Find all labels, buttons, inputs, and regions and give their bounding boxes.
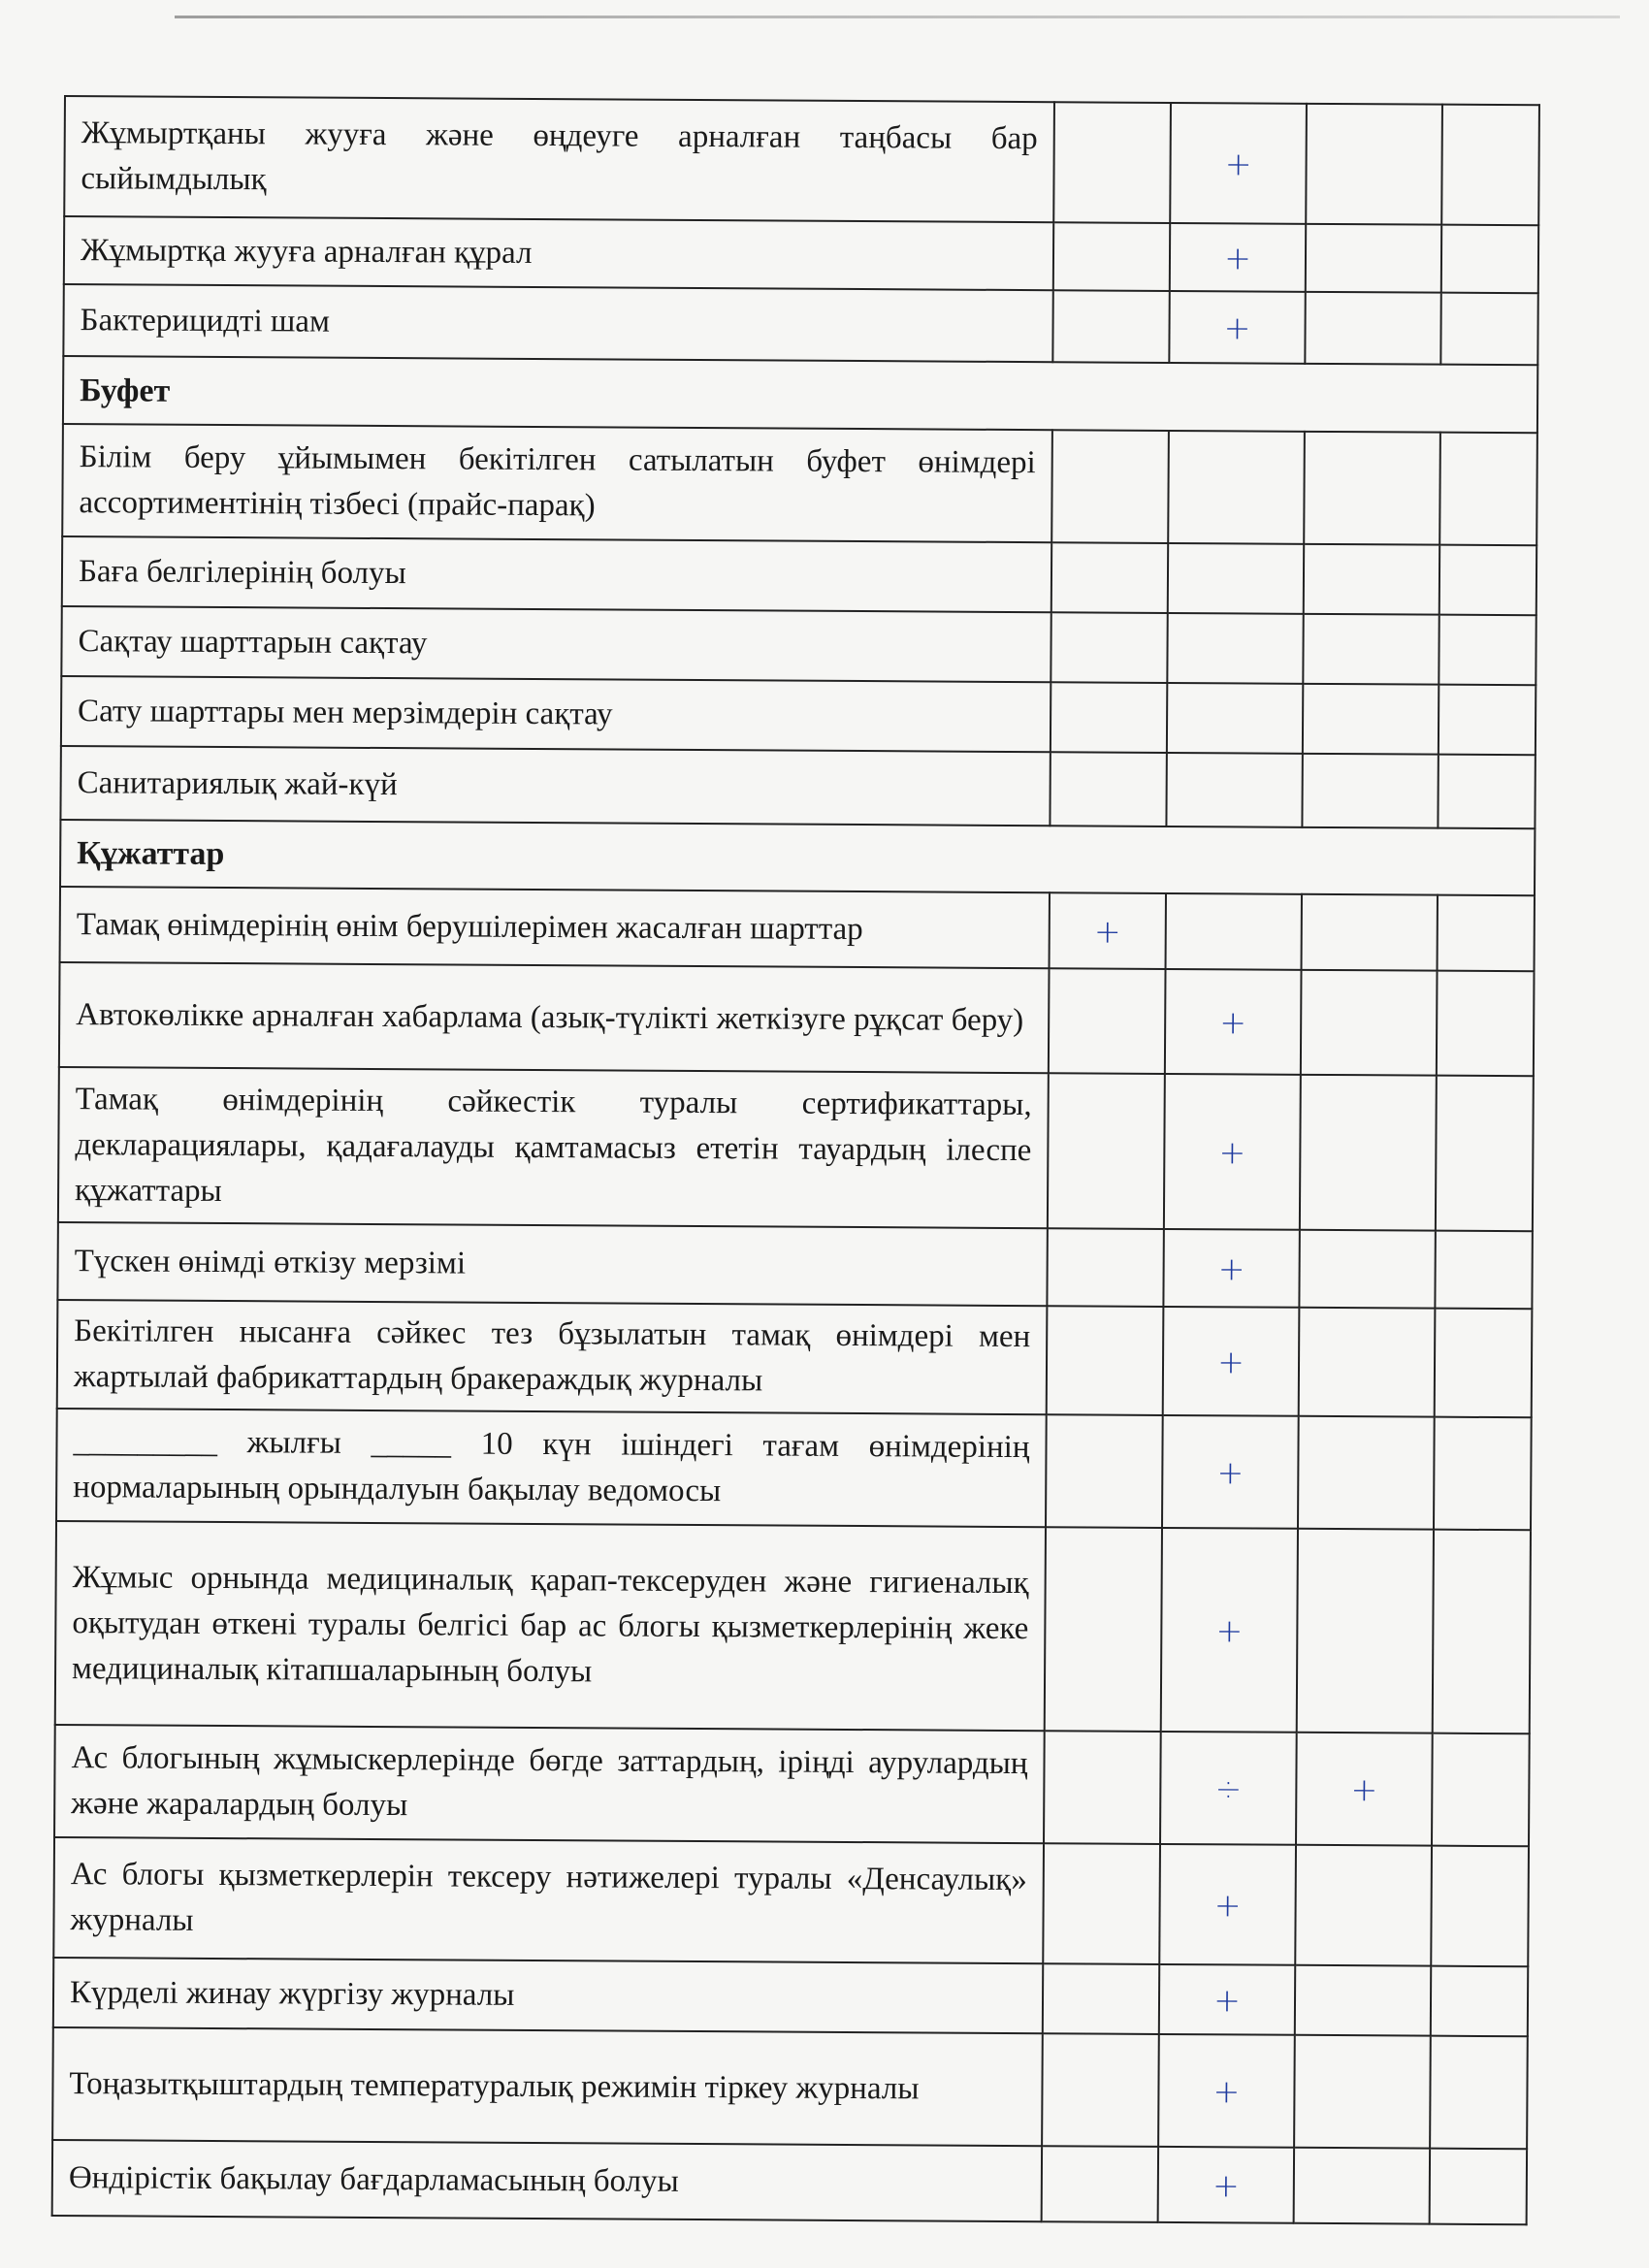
requirement-text: Түскен өнімді өткізу мерзімі: [57, 1222, 1047, 1306]
section-title: Құжаттар: [60, 820, 1535, 895]
check-mark-cell-4: [1437, 971, 1535, 1077]
checklist-row: [60, 887, 1535, 971]
scan-edge: [175, 16, 1620, 18]
check-mark-cell-3: [1302, 754, 1438, 828]
check-mark-cell-4: [1431, 1966, 1528, 2037]
requirement-text: Санитариялық жай-күй: [60, 746, 1050, 826]
requirement-text: Автокөлікке арналған хабарлама (азық-түлікті жеткізуге рұқсат беру): [59, 962, 1050, 1073]
requirement-text: _________ жылғы _____ 10 күн ішіндегі тағам өнімдерінің нормаларының орындалуын бақылау ведомосы: [56, 1409, 1047, 1527]
check-mark-cell-2: +: [1170, 223, 1306, 292]
check-mark-cell-3: [1303, 614, 1439, 685]
requirement-text: Бекітілген нысанға сәйкес тез бұзылатын тамақ өнімдері мен жартылай фабрикаттардың бракераждық журналы: [57, 1300, 1048, 1414]
check-mark-cell-4: [1432, 1733, 1530, 1847]
check-mark-cell-3: [1298, 1416, 1435, 1530]
requirement-text: Тамақ өнімдерінің өнім берушілерімен жасалған шарттар: [60, 887, 1050, 968]
checklist-row: [61, 676, 1536, 755]
checklist-sheet: [51, 95, 1538, 2225]
check-mark-cell-3: [1295, 1845, 1432, 1966]
check-mark-cell-2: +: [1163, 1307, 1300, 1416]
check-mark-cell-4: [1435, 1309, 1533, 1418]
check-mark-cell-4: [1439, 545, 1536, 616]
check-mark-cell-1: [1053, 102, 1171, 223]
check-mark-cell-3: [1306, 224, 1441, 293]
check-mark-cell-3: [1299, 1230, 1435, 1309]
requirement-text: Жұмыртқа жууға арналған құрал: [64, 216, 1053, 290]
requirement-text: Тоңазытқыштардың температуралық режимін тіркеу журналы: [52, 2027, 1043, 2146]
checklist-row: [58, 1067, 1534, 1231]
check-mark-cell-2: +: [1158, 2034, 1295, 2148]
checklist-table-body: [52, 96, 1539, 2224]
check-mark-cell-2: [1167, 683, 1303, 754]
check-mark-cell-4: [1440, 293, 1537, 366]
check-mark-cell-2: +: [1170, 103, 1307, 224]
check-mark-cell-2: +: [1159, 1964, 1295, 2035]
requirement-text: Білім беру ұйымымен бекітілген сатылатын буфет өнімдері ассортиментінің тізбесі (прайс-парақ): [62, 424, 1052, 542]
checklist-row: [54, 1725, 1530, 1846]
check-mark-cell-1: [1044, 1731, 1161, 1844]
check-mark-cell-2: +: [1163, 1229, 1299, 1308]
check-mark-cell-1: [1051, 612, 1167, 683]
checklist-row: [62, 536, 1536, 615]
check-mark-cell-4: [1431, 1846, 1529, 1967]
check-mark-cell-2: +: [1161, 1528, 1298, 1733]
checklist-row: [63, 284, 1537, 365]
checklist-row: [57, 1300, 1533, 1417]
checklist-row: [64, 96, 1539, 225]
check-mark-cell-2: +: [1162, 1415, 1299, 1529]
section-title: Буфет: [63, 356, 1537, 433]
requirement-text: Баға белгілерінің болуы: [62, 536, 1051, 612]
check-mark-cell-1: [1043, 1843, 1160, 1964]
checklist-row: [60, 746, 1535, 828]
checklist-row: [62, 424, 1537, 545]
checklist-row: [53, 1958, 1528, 2036]
checklist-row: [52, 2140, 1527, 2224]
check-mark-cell-3: [1301, 970, 1438, 1076]
requirement-text: Күрделі жинау жүргізу журналы: [53, 1958, 1043, 2033]
check-mark-cell-2: +: [1158, 2147, 1294, 2223]
check-mark-cell-4: [1441, 105, 1539, 226]
section-header-row: [60, 820, 1535, 895]
check-mark-cell-3: [1300, 1075, 1437, 1231]
check-mark-cell-1: [1042, 2146, 1158, 2222]
requirement-text: Сату шарттары мен мерзімдерін сақтау: [61, 676, 1051, 752]
check-mark-cell-1: [1051, 430, 1169, 543]
check-mark-cell-3: [1302, 894, 1438, 971]
check-mark-cell-1: [1047, 1306, 1164, 1415]
checklist-table: [51, 95, 1540, 2225]
checklist-row: [56, 1409, 1532, 1530]
section-header-row: [63, 356, 1537, 433]
check-mark-cell-1: [1045, 1527, 1162, 1732]
check-mark-cell-4: [1433, 1530, 1531, 1734]
check-mark-cell-4: [1439, 433, 1537, 546]
check-mark-cell-1: [1050, 752, 1166, 826]
check-mark-cell-2: [1166, 893, 1302, 970]
checklist-row: [61, 606, 1536, 685]
check-mark-cell-2: [1168, 543, 1304, 614]
check-mark-cell-3: [1299, 1308, 1436, 1417]
check-mark-cell-3: [1297, 1529, 1434, 1733]
checklist-row: [59, 962, 1535, 1076]
check-mark-cell-3: [1294, 2035, 1431, 2149]
requirement-text: Сақтау шарттарын сақтау: [61, 606, 1051, 682]
check-mark-cell-3: [1303, 684, 1439, 755]
check-mark-cell-2: [1167, 613, 1303, 684]
checklist-row: [53, 1837, 1529, 1966]
check-mark-cell-3: [1304, 432, 1440, 545]
check-mark-cell-4: [1439, 685, 1536, 756]
requirement-text: Өндірістік бақылау бағдарламасының болуы: [52, 2140, 1042, 2221]
check-mark-cell-1: [1052, 290, 1169, 363]
check-mark-cell-4: [1436, 1076, 1534, 1232]
check-mark-cell-2: +: [1169, 291, 1305, 364]
checklist-row: [52, 2027, 1528, 2149]
check-mark-cell-4: [1430, 2149, 1527, 2225]
check-mark-cell-1: [1049, 968, 1166, 1074]
requirement-text: Ас блогының жұмыскерлерінде бөгде заттардың, іріңді аурулардың және жаралардың болуы: [54, 1725, 1045, 1843]
check-mark-cell-1: [1047, 1228, 1163, 1307]
check-mark-cell-4: [1435, 1231, 1532, 1310]
requirement-text: Жұмыртқаны жууға және өңдеуге арналған таңбасы бар сыйымдылық: [64, 96, 1054, 222]
check-mark-cell-3: [1305, 292, 1440, 365]
checklist-row: [64, 216, 1538, 293]
requirement-text: Ас блогы қызметкерлерін тексеру нәтижелері туралы «Денсаулық» журналы: [53, 1837, 1044, 1963]
check-mark-cell-3: [1306, 104, 1442, 225]
check-mark-cell-2: [1166, 753, 1302, 827]
check-mark-cell-2: +: [1165, 969, 1302, 1075]
check-mark-cell-1: [1048, 1073, 1165, 1229]
check-mark-cell-1: [1051, 682, 1167, 753]
check-mark-cell-4: [1434, 1417, 1532, 1531]
check-mark-cell-4: [1430, 2036, 1528, 2150]
check-mark-cell-2: [1168, 431, 1305, 544]
check-mark-cell-4: [1441, 225, 1538, 294]
check-mark-cell-1: [1053, 222, 1170, 291]
requirement-text: Тамақ өнімдерінің сәйкестік туралы сертификаттары, декларациялары, қадағалауды қамтамасыз ететін тауардың ілеспе құжаттары: [58, 1067, 1049, 1228]
check-mark-cell-2: +: [1164, 1074, 1301, 1230]
requirement-text: Бактерицидті шам: [63, 284, 1052, 362]
requirement-text: Жұмыс орнында медициналық қарап-тексеруден және гигиеналық оқытудан өткені туралы белгісі бар ас блогы қызметкерлерінің жеке медициналық кітапшаларының болуы: [55, 1521, 1046, 1731]
checklist-row: [55, 1521, 1531, 1733]
check-mark-cell-3: [1294, 2148, 1430, 2224]
check-mark-cell-4: [1438, 895, 1535, 972]
check-mark-cell-3: [1295, 1965, 1431, 2036]
check-mark-cell-3: [1304, 544, 1439, 615]
check-mark-cell-3: +: [1296, 1733, 1433, 1846]
check-mark-cell-4: [1439, 615, 1536, 686]
check-mark-cell-1: [1042, 2033, 1159, 2147]
check-mark-cell-2: +: [1159, 1844, 1296, 1965]
check-mark-cell-4: [1438, 755, 1535, 829]
check-mark-cell-1: [1051, 542, 1168, 613]
check-mark-cell-1: +: [1050, 892, 1166, 969]
check-mark-cell-1: [1046, 1414, 1163, 1528]
checklist-row: [57, 1222, 1532, 1309]
check-mark-cell-2: ÷: [1160, 1732, 1297, 1845]
check-mark-cell-1: [1043, 1963, 1159, 2034]
